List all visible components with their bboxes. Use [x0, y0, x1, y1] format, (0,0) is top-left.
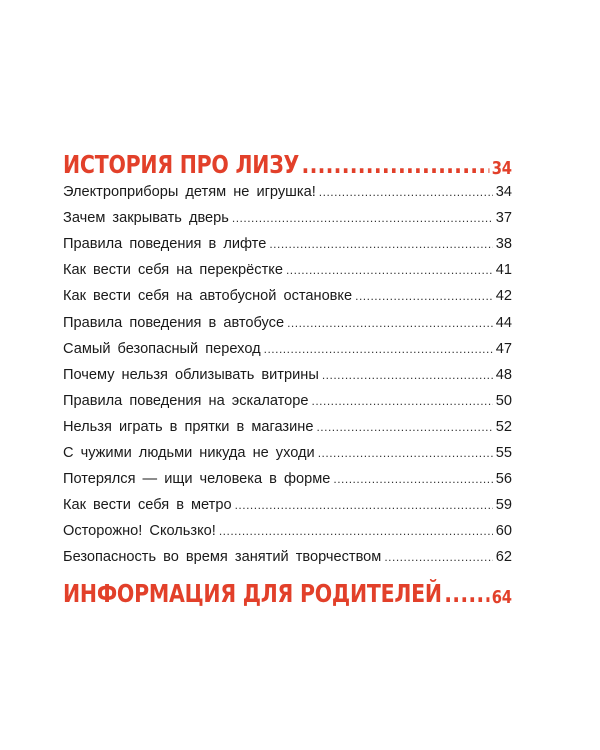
- entry-title: Как вести себя на перекрёстке: [63, 262, 283, 279]
- section-title: ИСТОРИЯ ПРО ЛИЗУ: [63, 150, 300, 179]
- entry-title: Почему нельзя облизывать витрины: [63, 366, 319, 383]
- entry-title: Правила поведения в автобусе: [63, 314, 285, 331]
- dot-leader: [312, 394, 493, 408]
- entry-title: Безопасность во время занятий творчеством: [63, 549, 382, 566]
- entry-title: Правила поведения на эскалаторе: [63, 392, 309, 409]
- entry-title: Потерялся — ищи человека в форме: [63, 471, 331, 488]
- dot-leader: [264, 342, 493, 356]
- entry-page-number: 34: [495, 184, 512, 201]
- toc-entry: [63, 544, 512, 570]
- dot-leader: [355, 289, 493, 303]
- entry-page-number: 48: [495, 366, 512, 383]
- dot-leader: [444, 579, 489, 608]
- dot-leader: [287, 316, 493, 330]
- entry-page-number: 62: [495, 549, 512, 566]
- toc-entry: [63, 388, 512, 414]
- dot-leader: [333, 472, 492, 486]
- toc-entry: [63, 231, 512, 257]
- entry-title: Правила поведения в лифте: [63, 236, 267, 253]
- entry-title: Электроприборы детям не игрушка!: [63, 184, 316, 201]
- entry-page-number: 44: [495, 314, 512, 331]
- dot-leader: [232, 211, 493, 225]
- entry-title: Как вести себя на автобусной остановке: [63, 288, 353, 305]
- section-page-number: 64: [491, 587, 512, 609]
- entry-title: Как вести себя в метро: [63, 497, 232, 514]
- toc-entry: [63, 257, 512, 283]
- entry-title: С чужими людьми никуда не уходи: [63, 444, 315, 461]
- entry-page-number: 52: [495, 418, 512, 435]
- toc-entry: [63, 179, 512, 205]
- entry-page-number: 60: [495, 523, 512, 540]
- entry-page-number: 37: [495, 210, 512, 227]
- toc-section-heading: [63, 143, 512, 179]
- entry-title: Самый безопасный переход: [63, 340, 261, 357]
- dot-leader: [269, 237, 492, 251]
- dot-leader: [322, 368, 493, 382]
- entry-page-number: 42: [495, 288, 512, 305]
- entry-title: Нельзя играть в прятки в магазине: [63, 418, 314, 435]
- entry-page-number: 56: [495, 471, 512, 488]
- entry-page-number: 59: [495, 497, 512, 514]
- dot-leader: [384, 550, 492, 564]
- dot-leader: [219, 524, 493, 538]
- dot-leader: [235, 498, 493, 512]
- toc-entry: [63, 309, 512, 335]
- dot-leader: [319, 185, 493, 199]
- toc-entry: [63, 362, 512, 388]
- entry-page-number: 55: [495, 444, 512, 461]
- toc-entry: [63, 205, 512, 231]
- table-of-contents: [63, 143, 512, 608]
- dot-leader: [302, 150, 490, 179]
- entry-page-number: 47: [495, 340, 512, 357]
- section-page-number: 34: [491, 158, 512, 179]
- dot-leader: [316, 420, 492, 434]
- entry-page-number: 41: [495, 262, 512, 279]
- toc-entry: [63, 336, 512, 362]
- toc-entry: [63, 518, 512, 544]
- entry-title: Осторожно! Скользко!: [63, 523, 216, 540]
- toc-entry: [63, 440, 512, 466]
- section-title: ИНФОРМАЦИЯ ДЛЯ РОДИТЕЛЕЙ: [63, 579, 442, 609]
- dot-leader: [318, 446, 493, 460]
- toc-section-heading: [63, 572, 512, 608]
- dot-leader: [286, 263, 493, 277]
- entry-page-number: 50: [495, 392, 512, 409]
- toc-entry: [63, 492, 512, 518]
- toc-entry: [63, 414, 512, 440]
- entry-page-number: 38: [495, 236, 512, 253]
- toc-entry: [63, 283, 512, 309]
- entry-title: Зачем закрывать дверь: [63, 210, 229, 227]
- toc-entry: [63, 466, 512, 492]
